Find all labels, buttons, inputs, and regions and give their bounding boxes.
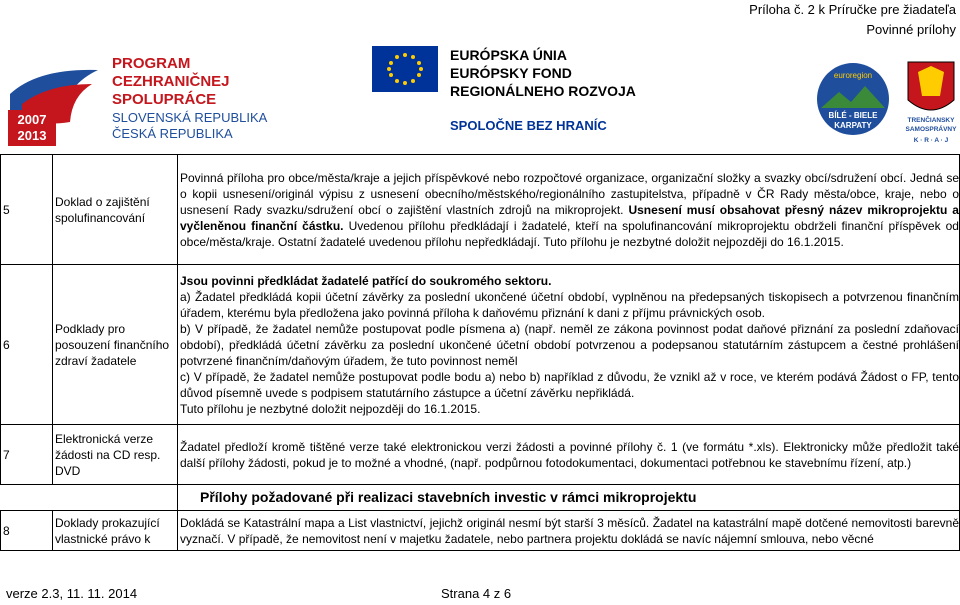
program-logo — [8, 50, 268, 146]
section-heading — [178, 485, 960, 511]
logo-strip — [0, 40, 960, 152]
row-text: Uvedenou přílohu předkládají i žadatelé, kteří na spolufinancování mikroprojektu obdrželi finanční příspěvek od obce/města/kraje. Ostatní žadatelé uvedenou přílohu nepředkládají. Tuto přílohu je nezbytné doložit nejpozději do 16.1.2015. — [180, 218, 959, 249]
program-logo-l2: CEZHRANIČNEJ — [112, 73, 230, 90]
eu-logo-l3: REGIONÁLNEHO ROZVOJA — [450, 83, 636, 99]
row-description: Dokládá se Katastrální mapa a List vlastnictví, jejichž originál nesmí být starší 3 měsíců. Žadatel na katastrální mapě dotčené nemovitosti barevně vyznačí. V případě, že nemovitost není v majetku žadatele, nebo partnera projektu dokládá se navíc nájemní smlouva, nebo věcné — [178, 511, 960, 551]
row-number: 8 — [1, 511, 53, 551]
section-title: Přílohy požadované při realizaci stavebních investic v rámci mikroprojektu — [200, 489, 697, 505]
row-text: Povinná příloha pro obce/města/kraje a jejich příspěvkové nebo rozpočtové organizace, organizační složky a svazky obcí/sdružení obcí. Jedná se o kopii usnesení/originál výpisu z usnesení obecního/městského/regionálního zastupitelstva, případně v ČR Rady města/obce, kraje, nebo o usnesení Rady svazku/sdružení obcí o zajištění vlastních zdrojů na mikroprojekt. — [180, 170, 959, 217]
row-number: 7 — [1, 425, 53, 485]
eu-flag-icon — [372, 46, 438, 92]
eu-logo-l1: EURÓPSKA ÚNIA — [450, 47, 567, 63]
footer-version: verze 2.3, 11. 11. 2014 — [6, 586, 138, 601]
header-line2: Povinné prílohy — [866, 22, 956, 37]
euroregion-l2: BÍLÉ - BIELE — [828, 111, 878, 120]
attachments-table — [0, 154, 960, 551]
row-description — [178, 155, 960, 265]
row-number: 5 — [1, 155, 53, 265]
row-name: Elektronická verze žádosti na CD resp. DVD — [53, 425, 178, 485]
row-item-b: b) V případě, že žadatel nemůže postupovat podle písmena a) (např. neměl ze zákona povinnost podat daňové přiznání za poslední zdaňovací období), předkládá účetní závěrku za poslední ukončené účetní období potvrzenou a podepsanou statutárním zástupcem a čestné prohlášení potvrzené finančním/daňovým úřadem, že tuto povinnost neměl — [180, 321, 959, 368]
table-row — [1, 265, 960, 425]
row-name: Doklady prokazující vlastnické právo k — [53, 511, 178, 551]
trencin-region-logo — [904, 60, 958, 150]
header-line1: Príloha č. 2 k Príručke pre žiadateľa — [749, 2, 956, 17]
section-row — [1, 485, 960, 511]
row-name: Podklady pro posouzení finančního zdraví žadatele — [53, 265, 178, 425]
table-row — [1, 155, 960, 265]
section-spacer — [1, 485, 53, 511]
row-name: Doklad o zajištění spolufinancování — [53, 155, 178, 265]
row-number: 6 — [1, 265, 53, 425]
program-logo-l3: SPOLUPRÁCE — [112, 91, 217, 108]
row-description — [178, 265, 960, 425]
program-logo-l5: ČESKÁ REPUBLIKA — [112, 126, 233, 141]
euroregion-l1: euroregion — [833, 71, 873, 80]
eagle-icon — [918, 66, 944, 96]
tn-logo-l3: K · R · A · J — [913, 137, 949, 144]
eu-logo — [372, 46, 642, 138]
euroregion-l3: KARPATY — [834, 121, 872, 130]
tn-logo-l2: SAMOSPRÁVNY — [905, 126, 957, 133]
footer-page-number: Strana 4 z 6 — [441, 586, 512, 601]
program-logo-l1: PROGRAM — [112, 55, 191, 72]
program-logo-l4: SLOVENSKÁ REPUBLIKA — [112, 110, 268, 125]
row-item-a: a) Žadatel předkládá kopii účetní závěrky za poslední ukončené účetní období, vyplněnou na předepsaných tiskopisech a potvrzenou finančním úřadem, kterému byla předložena jako povinná příloha k daňovému přiznání k dani z příjmu právnických osob. — [180, 289, 959, 320]
row-item-c: c) V případě, že žadatel nemůže postupovat podle bodu a) nebo b) například z důvodu, že vznikl až v roce, ve kterém podává Žádost o FP, tento důvod písemně uvede s podpisem statutárního zástupce a účetní závěrku nepřikládá. — [180, 369, 959, 400]
row-description: Žadatel předloží kromě tištěné verze také elektronickou verzi žádosti a povinné přílohy č. 1 (ve formátu *.xls). Elektronicky může předložit také další přílohy žádosti, pokud je to možné a vhodné, (např. podpůrnou fotodokumentaci, dokumentaci potřebnou ke stavebnímu řízení, atp.) — [178, 425, 960, 485]
tn-logo-l1: TRENČIANSKY — [907, 117, 955, 124]
row-deadline: Tuto přílohu je nezbytné doložit nejpozději do 16.1.2015. — [180, 401, 481, 416]
table-row — [1, 511, 960, 551]
table-row — [1, 425, 960, 485]
page-header — [749, 0, 956, 40]
program-logo-year2: 2013 — [17, 128, 47, 143]
eu-logo-l4: SPOLOČNE BEZ HRANÍC — [450, 118, 607, 133]
row-bold-text: Jsou povinni předkládat žadatelé patřící do soukromého sektoru. — [180, 273, 552, 288]
row-bold-text: Usnesení musí obsahovat přesný název mikroprojektu a vyčleněnou finanční částku. — [180, 202, 959, 233]
section-spacer — [53, 485, 178, 511]
eu-logo-l2: EURÓPSKY FOND — [450, 65, 572, 81]
euroregion-logo — [815, 56, 891, 142]
program-logo-year1: 2007 — [17, 112, 47, 127]
